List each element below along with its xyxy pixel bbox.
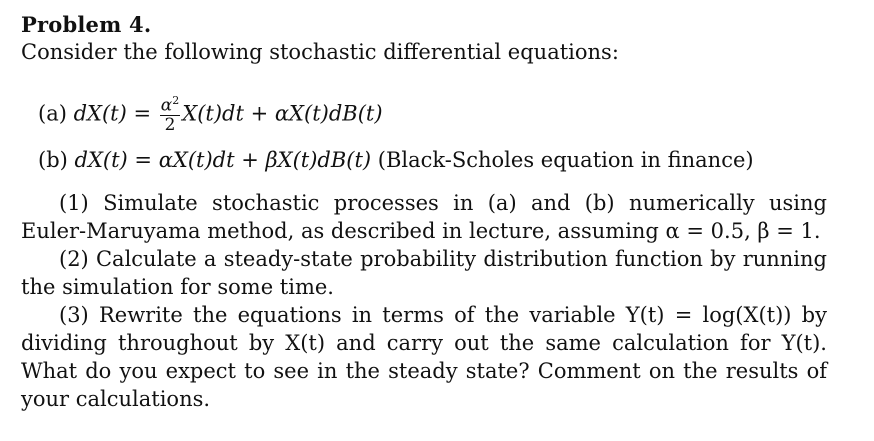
equation-b bbox=[38, 148, 754, 172]
equation-a-fraction-denominator: 2 bbox=[164, 114, 176, 135]
equation-a-fraction-numerator bbox=[160, 92, 180, 116]
equation-a-fraction-alpha: α bbox=[160, 95, 173, 116]
equation-a-fraction bbox=[160, 92, 180, 134]
problem-title: Problem 4. bbox=[21, 12, 152, 37]
equation-b-note: (Black-Scholes equation in finance) bbox=[377, 148, 754, 172]
equation-a-fraction-exponent: 2 bbox=[172, 94, 180, 107]
equation-b-label: (b) bbox=[38, 148, 68, 172]
equation-a-rhs: X(t)dt + αX(t)dB(t) bbox=[182, 101, 383, 126]
equation-a-lhs: dX(t) = bbox=[73, 101, 152, 126]
task-2-paragraph: (2) Calculate a steady-state probability distribution function by running the simulation for some time. bbox=[21, 247, 827, 299]
equation-b-body: dX(t) = αX(t)dt + βX(t)dB(t) bbox=[74, 148, 372, 172]
task-1-paragraph: (1) Simulate stochastic processes in (a) and (b) numerically using Euler-Maruyama method, as described in lecture, assuming α = 0.5, β = 1. bbox=[21, 191, 827, 243]
equation-a bbox=[38, 94, 383, 136]
problem-intro: Consider the following stochastic differential equations: bbox=[21, 40, 619, 64]
equation-a-label: (a) bbox=[38, 101, 67, 126]
task-3-paragraph: (3) Rewrite the equations in terms of the variable Y(t) = log(X(t)) by dividing throughout by X(t) and carry out the same calculation for Y(t). What do you expect to see in the steady state? Comment on the results of your calculations. bbox=[21, 303, 827, 411]
